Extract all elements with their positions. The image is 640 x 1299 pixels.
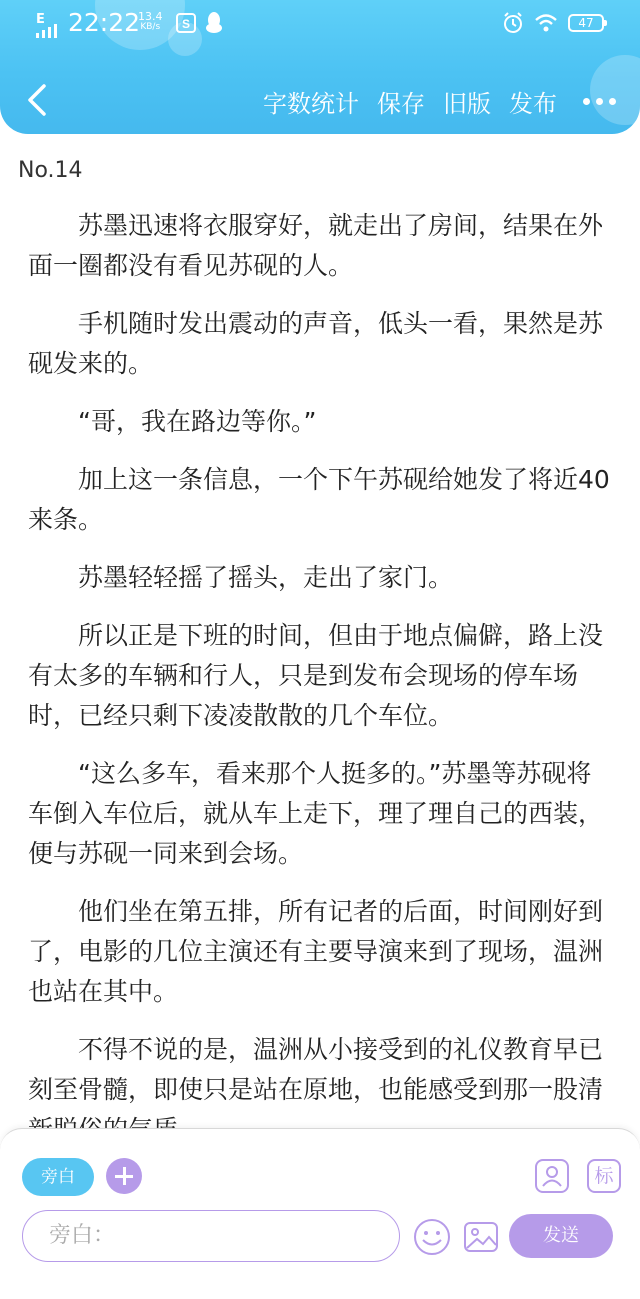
message-input[interactable]: 旁白： [22, 1210, 400, 1262]
save-button[interactable]: 保存 [377, 90, 425, 118]
emoji-button[interactable] [412, 1217, 452, 1257]
toolbar-actions [245, 84, 618, 119]
net-speed-value: 13.4 [138, 10, 163, 23]
paragraph-list[interactable] [28, 206, 614, 1168]
paragraph: 苏墨迅速将衣服穿好，就走出了房间，结果在外面一圈都没有看见苏砚的人。 [28, 211, 604, 280]
image-button[interactable] [462, 1218, 500, 1256]
net-speed [138, 11, 163, 33]
paragraph: 不得不说的是，温洲从小接受到的礼仪教育早已刻至骨髓，即使只是站在原地，也能感受到那一股清 [28, 1035, 604, 1104]
word-count-button[interactable]: 字数统计 [263, 90, 359, 118]
toolbar [0, 70, 640, 130]
paragraph: 手机随时发出震动的声音，低头一看，果然是苏砚发来的。 [28, 309, 604, 378]
old-version-button[interactable]: 旧版 [443, 90, 491, 118]
status-bar [0, 0, 640, 50]
publish-button[interactable]: 发布 [509, 90, 557, 118]
paragraph: “这么多车，看来那个人挺多的。”苏墨等苏砚将车倒入车位后，就从车上走下，理了理自己的西装，便与苏砚一同来到会场。 [28, 759, 604, 868]
more-dots-icon[interactable] [581, 90, 618, 113]
hd-icon [176, 13, 196, 33]
image-icon [462, 1218, 500, 1256]
status-time: 22:22 [68, 8, 141, 37]
paragraph: “哥，我在路边等你。” [78, 407, 317, 436]
mark-button[interactable]: 标 [587, 1159, 621, 1193]
role-selector-button[interactable]: 旁白 [22, 1158, 94, 1196]
back-button[interactable] [22, 80, 52, 120]
add-role-icon[interactable] [106, 1158, 142, 1194]
battery-level: 47 [578, 16, 594, 30]
composer-panel [0, 1128, 640, 1299]
send-button[interactable]: 发送 [509, 1214, 613, 1258]
alarm-icon [502, 12, 524, 34]
wifi-icon [534, 13, 558, 33]
status-right [502, 12, 604, 34]
app-header [0, 0, 640, 134]
paragraph: 加上这一条信息，一个下午苏砚给她发了将近40来条。 [28, 465, 610, 534]
svg-text:S: S [181, 17, 191, 31]
battery-icon [568, 14, 604, 32]
emoji-icon [412, 1217, 452, 1257]
chapter-label: No.14 [18, 158, 83, 183]
person-card-button[interactable] [535, 1159, 569, 1193]
paragraph: 他们坐在第五排，所有记者的后面，时间刚好到了，电影的几位主演还有主要导演来到了现场，温洲也站在其中。 [28, 897, 604, 1006]
qq-icon [204, 11, 224, 35]
document-body [0, 150, 640, 1115]
signal-type-label: E [36, 12, 45, 27]
paragraph: 所以正是下班的时间，但由于地点偏僻，路上没有太多的车辆和行人，只是到发布会现场的停车场时，已经只剩下凌凌散散的几个车位。 [28, 621, 604, 730]
signal-icon [36, 24, 62, 38]
person-card-icon [537, 1161, 567, 1191]
chevron-left-icon [22, 80, 52, 120]
net-speed-unit: KB/s [140, 22, 161, 32]
paragraph: 苏墨轻轻摇了摇头，走出了家门。 [78, 563, 454, 592]
